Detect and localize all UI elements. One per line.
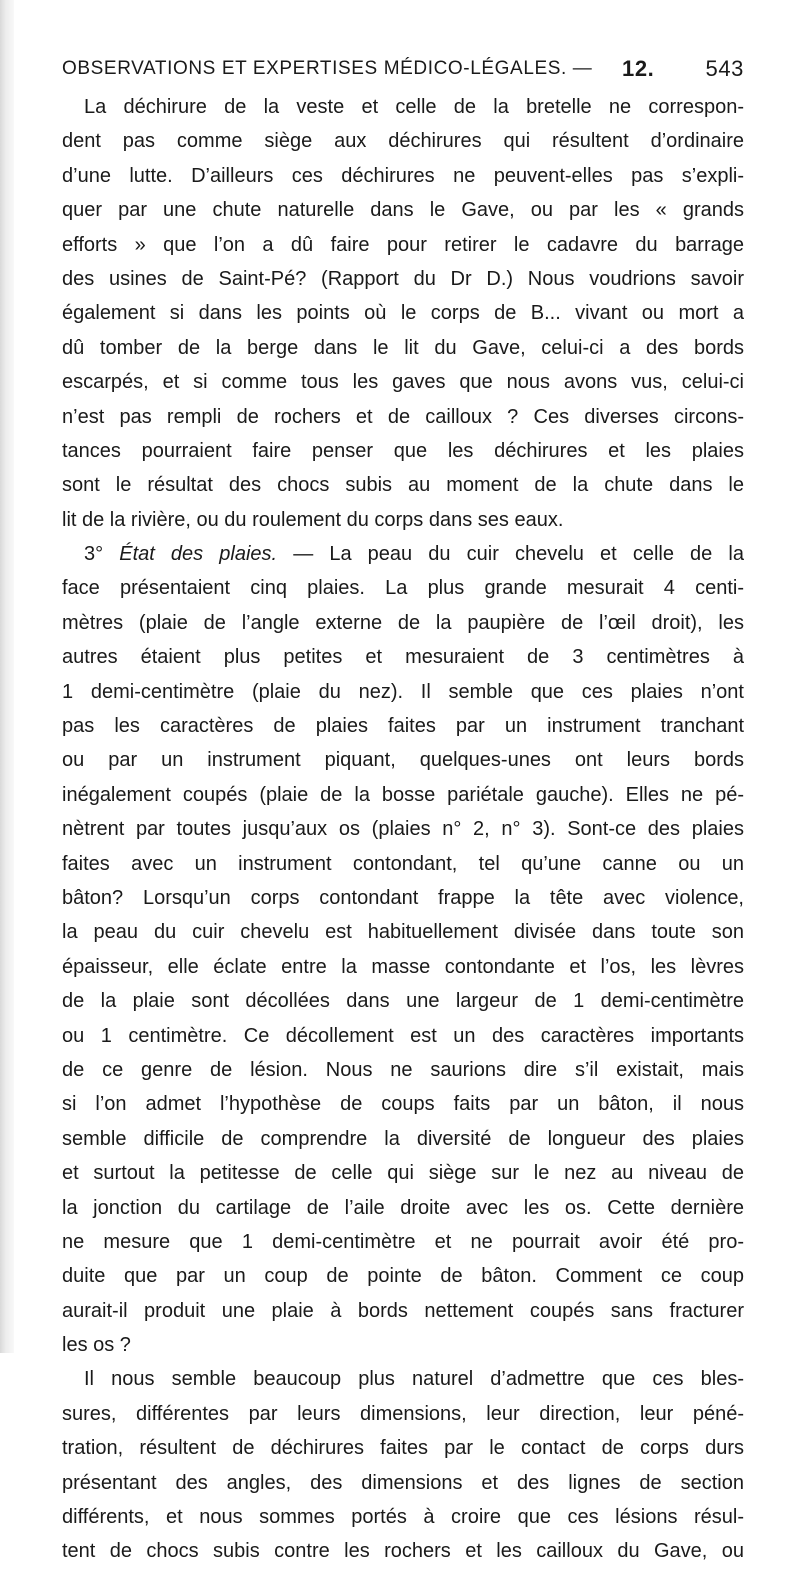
text-line: quer par une chute naturelle dans le Gave, ou par les « grands: [62, 199, 744, 222]
scan-binding-edge: [0, 0, 14, 1353]
text-line: ou par un instrument piquant, quelques-unes ont leurs bords: [62, 749, 744, 772]
text-line: bâton? Lorsqu’un corps contondant frappe la tête avec violence,: [62, 886, 744, 909]
text-line: mètres (plaie de l’angle externe de la paupière de l’œil droit), les: [62, 611, 744, 634]
text-line: de ce genre de lésion. Nous ne saurions dire s’il existait, mais: [62, 1058, 744, 1081]
text-line: d’une lutte. D’ailleurs ces déchirures ne peuvent-elles pas s’expli-: [62, 164, 744, 187]
text-line: pas les caractères de plaies faites par un instrument tranchant: [62, 715, 744, 738]
text-line: semble difficile de comprendre la diversité de longueur des plaies: [62, 1127, 744, 1150]
text-line: les os ?: [62, 1334, 131, 1357]
text-line: ne mesure que 1 demi-centimètre et ne pourrait avoir été pro-: [62, 1230, 744, 1253]
text-line: tances pourraient faire penser que les déchirures et les plaies: [62, 439, 744, 462]
text-line: ou 1 centimètre. Ce décollement est un des caractères importants: [62, 1024, 744, 1047]
text-line: la peau du cuir chevelu est habituellement divisée dans toute son: [62, 921, 744, 944]
page-number: 543: [705, 56, 744, 81]
text-line: 1 demi-centimètre (plaie du nez). Il semble que ces plaies n’ont: [62, 680, 744, 703]
running-head: [62, 58, 744, 88]
text-line: sures, différentes par leurs dimensions, leur direction, leur péné-: [62, 1402, 744, 1425]
text-line: La déchirure de la veste et celle de la bretelle ne correspon-: [84, 96, 744, 118]
text-line: duite que par un coup de pointe de bâton. Comment ce coup: [62, 1265, 744, 1288]
text-line: dû tomber de la berge dans le lit du Gave, celui-ci a des bords: [62, 336, 744, 359]
running-head-title: OBSERVATIONS ET EXPERTISES MÉDICO-LÉGALES. —: [62, 58, 593, 79]
text-line: dent pas comme siège aux déchirures qui résultent d’ordinaire: [62, 130, 744, 153]
text-line: si l’on admet l’hypothèse de coups faits par un bâton, il nous: [62, 1093, 744, 1116]
section-heading: État des plaies.: [119, 543, 278, 566]
text-line: présentant des angles, des dimensions et des lignes de section: [62, 1471, 744, 1494]
line-text: — La peau du cuir chevelu et celle de la: [277, 543, 744, 566]
text-line: autres étaient plus petites et mesuraient de 3 centimètres à: [62, 646, 744, 669]
text-line: sont le résultat des chocs subis au moment de la chute dans le: [62, 474, 744, 497]
text-line: et surtout la petitesse de celle qui siège sur le nez au niveau de: [62, 1162, 744, 1185]
text-line: la jonction du cartilage de l’aile droite avec les os. Cette dernière: [62, 1196, 744, 1219]
text-line: face présentaient cinq plaies. La plus grande mesurait 4 centi-: [62, 577, 744, 600]
text-line: aurait-il produit une plaie à bords nettement coupés sans fracturer: [62, 1299, 744, 1322]
text-line: tent de chocs subis contre les rochers et les cailloux du Gave, ou: [62, 1540, 744, 1563]
text-line: également si dans les points où le corps de B... vivant ou mort a: [62, 302, 744, 325]
text-line: Il nous semble beaucoup plus naturel d’admettre que ces bles-: [84, 1368, 744, 1391]
text-line: des usines de Saint-Pé? (Rapport du Dr D.) Nous voudrions savoir: [62, 267, 744, 290]
text-line: différents, et nous sommes portés à croire que ces lésions résul-: [62, 1506, 744, 1529]
body-text: [62, 90, 744, 1569]
section-number: 3°: [84, 543, 120, 566]
text-line: n’est pas rempli de rochers et de cailloux ? Ces diverses circons-: [62, 405, 744, 428]
text-line: escarpés, et si comme tous les gaves que nous avons vus, celui-ci: [62, 371, 744, 394]
text-line: [62, 537, 744, 571]
text-line: tration, résultent de déchirures faites par le contact de corps durs: [62, 1437, 744, 1460]
chapter-number: 12.: [622, 56, 655, 81]
text-line: faites avec un instrument contondant, tel qu’une canne ou un: [62, 852, 744, 875]
text-line: épaisseur, elle éclate entre la masse contondante et l’os, les lèvres: [62, 955, 744, 978]
text-line: de la plaie sont décollées dans une largeur de 1 demi-centimètre: [62, 990, 744, 1013]
text-line: lit de la rivière, ou du roulement du corps dans ses eaux.: [62, 508, 564, 531]
text-line: inégalement coupés (plaie de la bosse pariétale gauche). Elles ne pé-: [62, 783, 744, 806]
text-line: nètrent par toutes jusqu’aux os (plaies n° 2, n° 3). Sont-ce des plaies: [62, 818, 744, 841]
text-line: efforts » que l’on a dû faire pour retirer le cadavre du barrage: [62, 233, 744, 256]
